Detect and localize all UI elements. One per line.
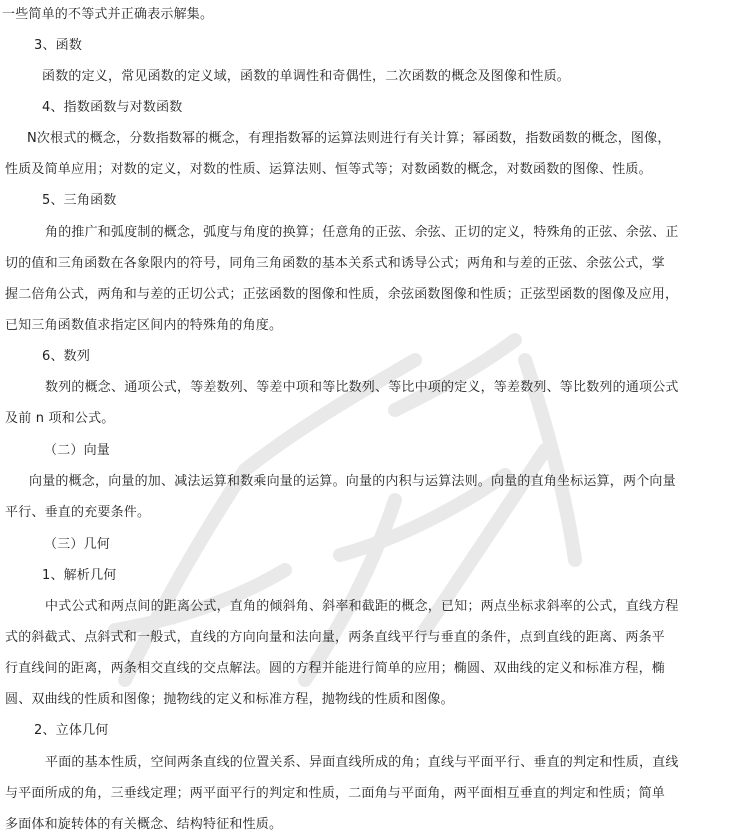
text-line: 平面的基本性质，空间两条直线的位置关系、异面直线所成的角；直线与平面平行、垂直的判定和性质，直线 — [45, 755, 679, 770]
section-heading: 1、解析几何 — [42, 568, 117, 583]
text-line: 与平面所成的角，三垂线定理；两平面平行的判定和性质，二面角与平面角，两平面相互垂直的判定和性质；简单 — [5, 786, 666, 801]
section-heading: 5、三角函数 — [42, 193, 117, 208]
text-line: 一些简单的不等式并正确表示解集。 — [2, 7, 214, 22]
text-line: 握二倍角公式，两角和与差的正切公式；正弦函数的图像和性质，余弦函数图像和性质；正弦型函数的图像及应用， — [5, 287, 679, 302]
text-line: 已知三角函数值求指定区间内的特殊角的角度。 — [5, 318, 283, 333]
text-line: 函数的定义，常见函数的定义域，函数的单调性和奇偶性，二次函数的概念及图像和性质。 — [42, 69, 571, 84]
chapter-heading: （二）向量 — [44, 443, 111, 458]
text-line: N次根式的概念，分数指数幂的概念，有理指数幂的运算法则进行有关计算；幂函数，指数函数的概念，图像， — [27, 131, 671, 146]
section-heading: 6、数列 — [42, 349, 91, 364]
section-heading: 3、函数 — [34, 38, 83, 53]
text-line: 中式公式和两点间的距离公式，直角的倾斜角、斜率和截距的概念，已知；两点坐标求斜率的公式，直线方程 — [45, 599, 679, 614]
text-line: 及前 n 项和公式。 — [5, 411, 115, 426]
text-line: 多面体和旋转体的有关概念、结构特征和性质。 — [5, 817, 283, 832]
chapter-heading: （三）几何 — [44, 537, 111, 552]
text-line: 圆、双曲线的性质和图像；抛物线的定义和标准方程，抛物线的性质和图像。 — [5, 692, 454, 707]
section-heading: 4、指数函数与对数函数 — [42, 100, 183, 115]
text-line: 向量的概念，向量的加、减法运算和数乘向量的运算。向量的内积与运算法则。向量的直角坐标运算，两个向量 — [29, 474, 676, 489]
text-line: 数列的概念、通项公式，等差数列、等差中项和等比数列、等比中项的定义，等差数列、等比数列的通项公式 — [45, 380, 679, 395]
section-heading: 2、立体几何 — [34, 723, 109, 738]
text-line: 式的斜截式、点斜式和一般式，直线的方向向量和法向量，两条直线平行与垂直的条件，点到直线的距离、两条平 — [5, 630, 666, 645]
text-line: 角的推广和弧度制的概念，弧度与角度的换算；任意角的正弦、余弦、正切的定义，特殊角的正弦、余弦、正 — [45, 225, 679, 240]
text-line: 切的值和三角函数在各象限内的符号，同角三角函数的基本关系式和诱导公式；两角和与差的正弦、余弦公式，掌 — [5, 256, 666, 271]
text-line: 行直线间的距离，两条相交直线的交点解法。圆的方程并能进行简单的应用；椭圆、双曲线的定义和标准方程，椭 — [5, 661, 666, 676]
text-line: 性质及简单应用；对数的定义，对数的性质、运算法则、恒等式等；对数函数的概念，对数函数的图像、性质。 — [5, 162, 652, 177]
text-line: 平行、垂直的充要条件。 — [5, 505, 151, 520]
